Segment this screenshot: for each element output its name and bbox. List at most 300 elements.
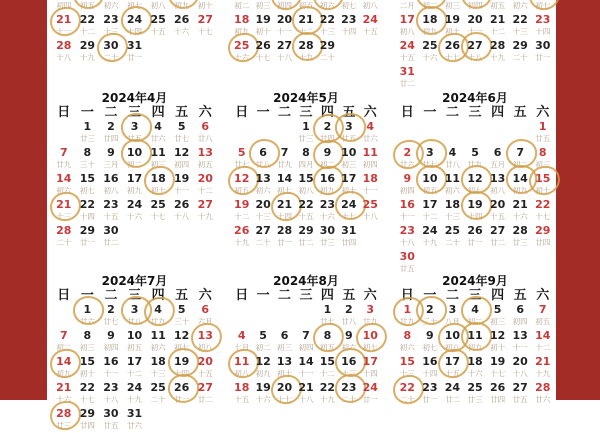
day-cell (441, 0, 464, 13)
lunar-label: 十六 (174, 27, 190, 36)
day-number: 29 (79, 39, 96, 52)
lunar-label: 廿二 (444, 395, 460, 404)
lunar-label: 初二 (422, 1, 438, 10)
week-row (231, 198, 381, 224)
lunar-label: 十六 (255, 395, 271, 404)
day-number: 22 (298, 198, 314, 211)
day-number: 9 (107, 329, 115, 342)
day-number: 18 (467, 355, 483, 368)
weekday-header (52, 289, 217, 303)
lunar-label: 廿七 (103, 317, 119, 326)
day-number: 29 (535, 224, 551, 237)
week-row (52, 224, 217, 250)
lunar-label: 十八 (467, 53, 483, 62)
weeks-grid (52, 0, 217, 65)
day-number: 4 (366, 120, 375, 133)
day-cell (396, 303, 419, 329)
lunar-label: 十八 (362, 212, 378, 221)
weekday-label: 五 (513, 288, 527, 303)
weekday-label: 六 (363, 288, 377, 303)
day-cell (509, 198, 532, 224)
day-cell (317, 381, 338, 407)
lunar-label: 二月 (399, 1, 415, 10)
day-cell (231, 172, 252, 198)
day-number: 11 (150, 329, 166, 342)
week-row (52, 146, 217, 172)
day-number: 31 (399, 65, 415, 78)
empty-cell (441, 120, 464, 146)
day-number: 1 (403, 303, 412, 316)
lunar-label: 十一 (103, 369, 119, 378)
day-cell (338, 198, 359, 224)
day-number: 17 (362, 355, 378, 368)
lunar-label: 十三 (399, 369, 415, 378)
lunar-label: 十五 (103, 212, 119, 221)
lunar-label: 十九 (79, 53, 95, 62)
day-cell (338, 329, 359, 355)
empty-cell (441, 250, 464, 276)
day-cell (419, 39, 442, 65)
lunar-label: 十七 (150, 212, 166, 221)
day-number: 10 (341, 146, 357, 159)
weekday-label: 二 (445, 288, 459, 303)
day-number: 26 (174, 198, 190, 211)
empty-cell (509, 250, 532, 276)
empty-cell (170, 407, 194, 433)
week-row (396, 303, 554, 329)
day-cell (123, 407, 147, 433)
day-number: 27 (512, 381, 528, 394)
day-cell (295, 39, 316, 65)
day-cell (123, 13, 147, 39)
day-number: 22 (319, 381, 336, 394)
lunar-label: 初三 (255, 1, 271, 10)
lunar-label: 十一 (174, 186, 190, 195)
day-cell (531, 303, 554, 329)
weekday-label: 三 (468, 288, 482, 303)
weekday-header (231, 106, 381, 120)
day-number: 1 (323, 303, 332, 316)
day-number: 14 (298, 355, 314, 368)
day-number: 28 (489, 39, 506, 52)
day-cell (193, 355, 217, 381)
lunar-label: 廿三 (79, 134, 95, 143)
day-number: 15 (79, 355, 96, 368)
lunar-label: 十一 (362, 186, 378, 195)
lunar-label: 十四 (362, 369, 378, 378)
day-number: 14 (535, 329, 551, 342)
lunar-label: 廿二 (103, 238, 119, 247)
day-cell (419, 13, 442, 39)
lunar-label: 初四 (277, 1, 293, 10)
weeks-grid (396, 0, 554, 91)
weekday-label: 二 (278, 105, 292, 120)
lunar-label: 二十 (255, 238, 271, 247)
lunar-label: 初七 (535, 1, 551, 10)
weekday-label: 一 (256, 105, 270, 120)
lunar-label: 初五 (422, 186, 438, 195)
day-cell (317, 329, 338, 355)
lunar-label: 初五 (234, 186, 250, 195)
day-cell (509, 224, 532, 250)
day-number: 24 (422, 224, 438, 237)
day-cell (531, 172, 554, 198)
lunar-label: 十三 (319, 27, 335, 36)
day-cell (76, 303, 100, 329)
day-number: 13 (197, 146, 213, 159)
lunar-label: 廿九 (56, 160, 72, 169)
day-number: 29 (79, 407, 96, 420)
day-number: 29 (512, 39, 528, 52)
lunar-label: 初二 (512, 160, 528, 169)
lunar-label: 初八 (234, 369, 250, 378)
lunar-label: 廿五 (399, 264, 415, 273)
day-number: 26 (489, 381, 506, 394)
lunar-label: 三十 (79, 160, 95, 169)
day-cell (509, 0, 532, 13)
day-cell (52, 39, 76, 65)
day-number: 29 (79, 224, 96, 237)
lunar-label: 十七 (197, 27, 213, 36)
day-cell (274, 224, 295, 250)
lunar-label: 二十 (56, 238, 72, 247)
day-cell (252, 198, 273, 224)
day-number: 28 (56, 39, 72, 52)
day-number: 26 (255, 39, 271, 52)
day-number: 26 (467, 224, 483, 237)
lunar-label: 初六 (399, 343, 415, 352)
lunar-label: 初八 (490, 186, 506, 195)
lunar-label: 初二 (127, 160, 143, 169)
day-cell (464, 146, 487, 172)
day-number: 25 (150, 13, 166, 26)
weekday-label: 日 (235, 288, 249, 303)
lunar-label: 初十 (197, 1, 213, 10)
week-row (52, 407, 217, 433)
day-cell (419, 146, 442, 172)
day-cell (52, 146, 76, 172)
day-number: 3 (448, 303, 457, 316)
day-number: 19 (255, 13, 271, 26)
day-cell (52, 0, 76, 13)
empty-cell (170, 224, 194, 250)
day-cell (52, 407, 76, 433)
day-number: 19 (255, 381, 271, 394)
day-number: 9 (344, 329, 353, 342)
month-title: 2024年5月 (273, 91, 339, 105)
day-cell (123, 39, 147, 65)
week-row (231, 329, 381, 355)
day-cell (509, 172, 532, 198)
week-row (396, 355, 554, 381)
day-cell (509, 146, 532, 172)
day-cell (76, 39, 100, 65)
lunar-label: 初七 (277, 186, 293, 195)
right-red-bar (556, 0, 600, 400)
day-number: 7 (59, 146, 68, 159)
day-number: 6 (201, 120, 210, 133)
lunar-label: 廿一 (535, 53, 551, 62)
day-number: 17 (341, 172, 357, 185)
lunar-label: 初九 (174, 1, 190, 10)
lunar-label: 十五 (150, 27, 166, 36)
weekday-label: 一 (80, 105, 94, 120)
weekday-label: 六 (198, 105, 212, 120)
day-cell (419, 172, 442, 198)
day-cell (441, 381, 464, 407)
lunar-label: 初九 (319, 186, 335, 195)
day-number: 21 (276, 198, 293, 211)
lunar-label: 二十 (444, 238, 460, 247)
day-cell (360, 381, 381, 407)
day-cell (295, 381, 316, 407)
empty-cell (338, 39, 359, 65)
day-number: 19 (467, 198, 483, 211)
month-2024年8月 (231, 274, 381, 433)
day-cell (464, 381, 487, 407)
day-cell (295, 13, 316, 39)
empty-cell (146, 224, 170, 250)
day-cell (486, 198, 509, 224)
weekday-label: 一 (80, 288, 94, 303)
day-number: 11 (234, 355, 250, 368)
day-cell (295, 0, 316, 13)
week-row (231, 381, 381, 407)
day-cell (396, 355, 419, 381)
day-cell (274, 39, 295, 65)
day-cell (170, 381, 194, 407)
day-number: 10 (444, 329, 461, 342)
day-number: 5 (177, 120, 186, 133)
lunar-label: 十一 (512, 343, 528, 352)
day-cell (99, 13, 123, 39)
lunar-label: 初四 (362, 160, 378, 169)
day-cell (52, 13, 76, 39)
weeks-grid (231, 120, 381, 250)
lunar-label: 十五 (197, 369, 213, 378)
lunar-label: 廿二 (490, 238, 506, 247)
day-number: 20 (197, 355, 213, 368)
day-number: 27 (467, 39, 483, 52)
day-cell (531, 146, 554, 172)
lunar-label: 初四 (174, 160, 190, 169)
day-number: 9 (403, 172, 412, 185)
lunar-label: 二十 (150, 395, 166, 404)
day-number: 3 (130, 120, 139, 133)
day-cell (509, 381, 532, 407)
lunar-label: 十七 (79, 395, 95, 404)
day-cell (317, 198, 338, 224)
day-number: 14 (56, 172, 72, 185)
day-cell (396, 172, 419, 198)
month-2024年9月 (396, 274, 554, 433)
lunar-label: 廿九 (362, 317, 378, 326)
day-cell (274, 329, 295, 355)
week-row (52, 0, 217, 13)
lunar-label: 十二 (535, 343, 551, 352)
day-number: 14 (276, 172, 293, 185)
day-cell (396, 250, 419, 276)
lunar-label: 初六 (56, 186, 72, 195)
day-number: 9 (107, 146, 115, 159)
day-cell (231, 355, 252, 381)
day-cell (146, 13, 170, 39)
day-number: 15 (298, 172, 314, 185)
lunar-label: 十九 (422, 238, 438, 247)
week-row (396, 13, 554, 39)
lunar-label: 初八 (197, 343, 213, 352)
day-number: 8 (403, 329, 412, 342)
empty-cell (509, 120, 532, 146)
lunar-label: 初六 (319, 1, 335, 10)
day-cell (419, 0, 442, 13)
month-2024年6月 (396, 91, 554, 273)
week-row (396, 198, 554, 224)
lunar-label: 初七 (362, 343, 378, 352)
day-number: 28 (276, 224, 293, 237)
weekday-label: 一 (256, 288, 270, 303)
lunar-label: 初八 (298, 186, 314, 195)
day-cell (146, 355, 170, 381)
day-number: 19 (444, 13, 461, 26)
lunar-label: 十二 (127, 369, 143, 378)
day-number: 16 (341, 355, 357, 368)
week-row (231, 146, 381, 172)
day-number: 22 (535, 198, 551, 211)
day-number: 15 (535, 172, 551, 185)
lunar-label: 廿二 (298, 238, 314, 247)
lunar-label: 十五 (399, 53, 415, 62)
day-cell (76, 355, 100, 381)
day-number: 27 (197, 381, 213, 394)
day-number: 16 (422, 355, 438, 368)
weekday-label: 二 (104, 288, 118, 303)
lunar-label: 廿三 (467, 395, 483, 404)
day-cell (441, 172, 464, 198)
day-cell (123, 172, 147, 198)
empty-cell (231, 303, 252, 329)
lunar-label: 廿八 (341, 317, 357, 326)
day-number: 4 (154, 303, 162, 316)
day-cell (123, 355, 147, 381)
day-number: 19 (489, 355, 506, 368)
lunar-label: 二十 (103, 53, 119, 62)
weekday-label: 三 (468, 105, 482, 120)
day-cell (76, 172, 100, 198)
lunar-label: 十六 (56, 395, 72, 404)
day-number: 2 (107, 120, 115, 133)
lunar-label: 廿九 (399, 317, 415, 326)
lunar-label: 十四 (467, 212, 483, 221)
day-cell (193, 146, 217, 172)
lunar-label: 十八 (298, 395, 314, 404)
day-cell (170, 355, 194, 381)
day-cell (360, 172, 381, 198)
day-cell (52, 355, 76, 381)
week-row (396, 329, 554, 355)
day-cell (464, 13, 487, 39)
week-row (52, 39, 217, 65)
day-number: 25 (362, 198, 378, 211)
week-row (396, 120, 554, 146)
day-number: 11 (362, 146, 378, 159)
day-cell (441, 13, 464, 39)
day-number: 25 (150, 198, 166, 211)
weekday-label: 五 (175, 288, 189, 303)
empty-cell (486, 250, 509, 276)
weeks-grid (52, 303, 217, 433)
day-number: 28 (298, 39, 314, 52)
day-cell (123, 120, 147, 146)
day-number: 24 (362, 381, 378, 394)
lunar-label: 初三 (535, 160, 551, 169)
lunar-label: 五月 (490, 160, 506, 169)
day-number: 18 (150, 172, 166, 185)
lunar-label: 六月 (197, 317, 213, 326)
day-cell (295, 146, 316, 172)
lunar-label: 十二 (234, 212, 250, 221)
lunar-label: 廿三 (319, 238, 335, 247)
day-number: 26 (234, 224, 250, 237)
lunar-label: 初八 (103, 186, 119, 195)
day-number: 20 (467, 13, 483, 26)
day-number: 27 (255, 224, 271, 237)
day-number: 24 (399, 39, 415, 52)
day-cell (486, 355, 509, 381)
lunar-label: 廿六 (150, 134, 166, 143)
lunar-label: 廿四 (79, 421, 95, 430)
lunar-label: 廿八 (127, 317, 143, 326)
day-cell (464, 172, 487, 198)
month-partial-0 (52, 0, 217, 91)
day-number: 20 (255, 198, 271, 211)
day-cell (52, 198, 76, 224)
lunar-label: 廿五 (512, 395, 528, 404)
day-cell (76, 407, 100, 433)
lunar-label: 廿五 (341, 134, 357, 143)
day-number: 2 (344, 303, 353, 316)
day-number: 22 (399, 381, 415, 394)
day-cell (274, 0, 295, 13)
day-number: 23 (341, 381, 357, 394)
lunar-label: 十一 (399, 212, 415, 221)
day-cell (419, 355, 442, 381)
lunar-label: 初四 (512, 317, 528, 326)
day-cell (252, 13, 273, 39)
lunar-label: 初十 (150, 186, 166, 195)
day-cell (360, 303, 381, 329)
day-number: 27 (489, 224, 506, 237)
day-cell (486, 224, 509, 250)
lunar-label: 十九 (298, 53, 314, 62)
day-cell (360, 355, 381, 381)
day-number: 27 (197, 13, 213, 26)
weekday-label: 五 (342, 105, 356, 120)
day-number: 23 (422, 381, 438, 394)
weekday-label: 日 (400, 288, 414, 303)
day-cell (170, 303, 194, 329)
month-2024年4月 (52, 91, 217, 250)
day-cell (317, 0, 338, 13)
lunar-label: 廿八 (444, 160, 460, 169)
day-cell (464, 0, 487, 13)
lunar-label: 十二 (319, 369, 335, 378)
day-cell (531, 224, 554, 250)
empty-cell (146, 39, 170, 65)
day-number: 10 (126, 146, 143, 159)
day-cell (396, 224, 419, 250)
day-number: 3 (344, 120, 353, 133)
